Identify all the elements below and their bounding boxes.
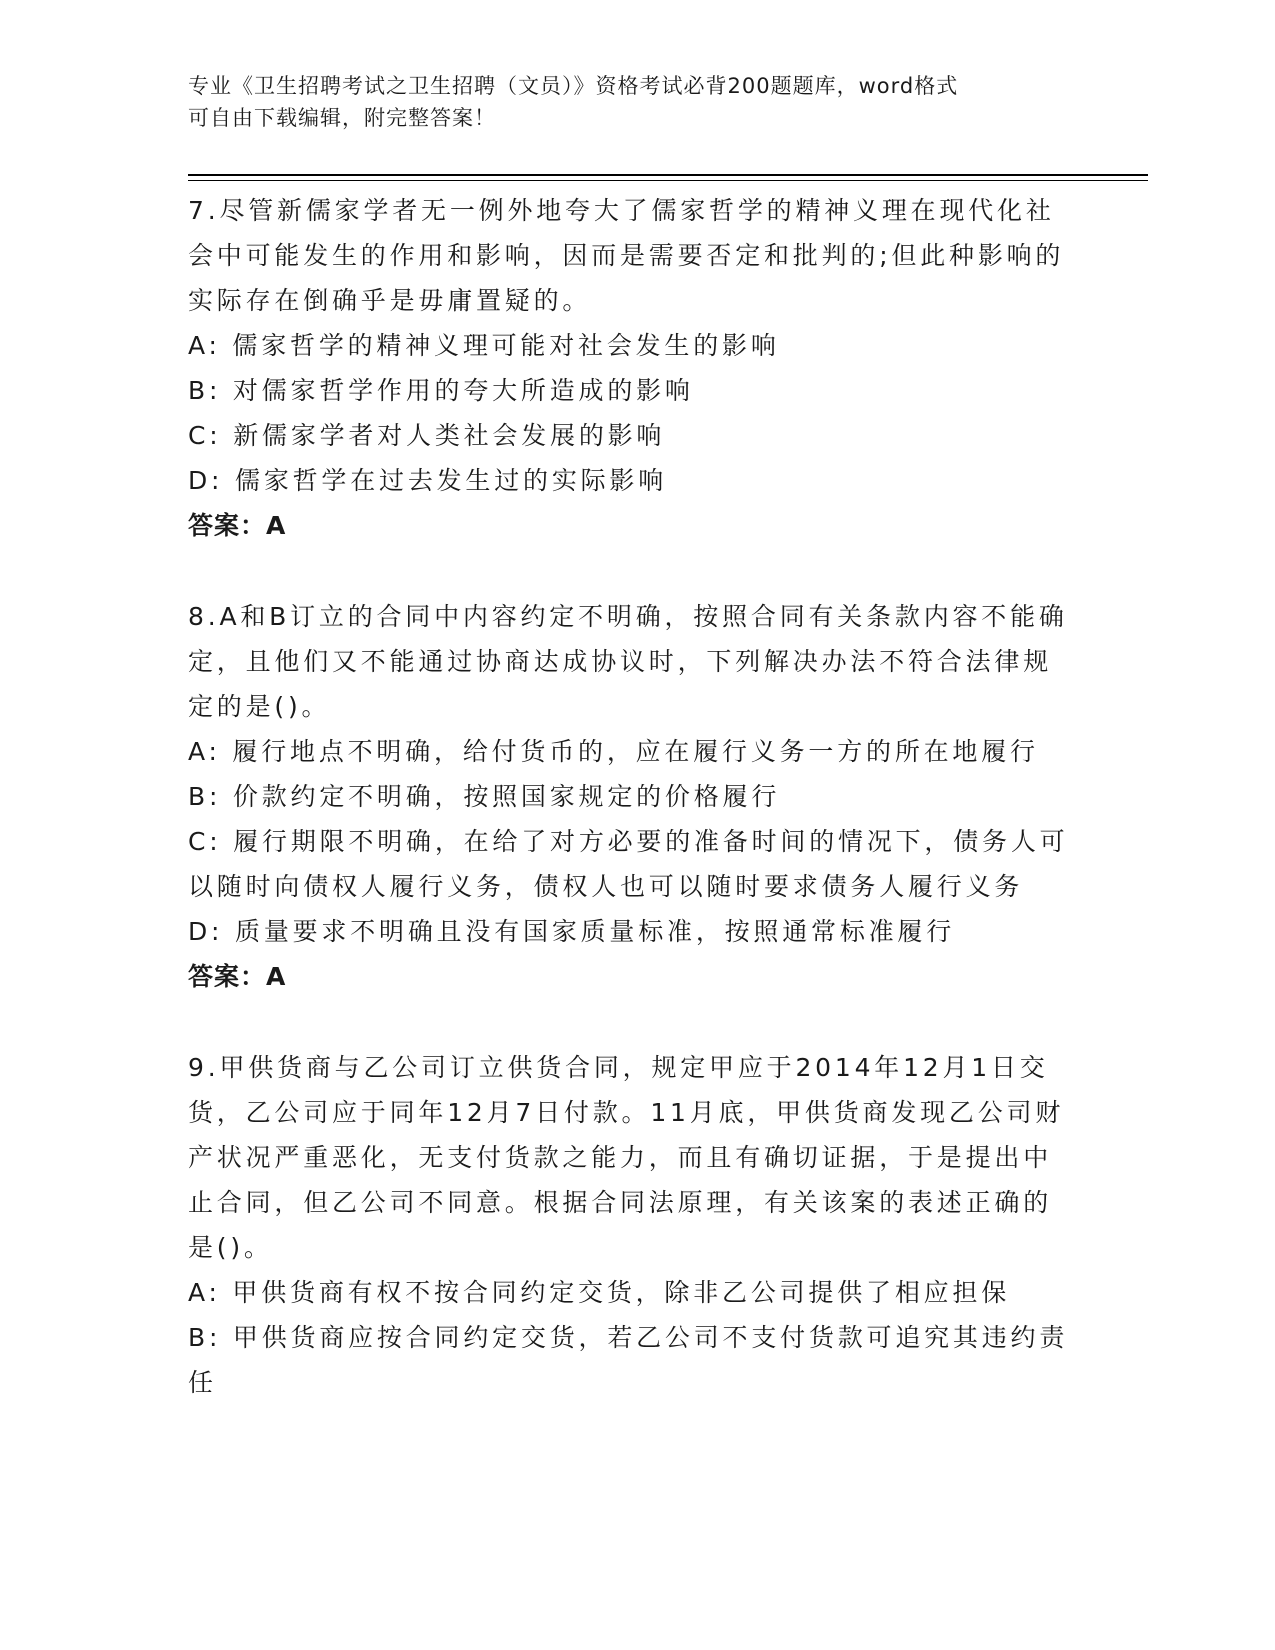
option-a: A: 甲供货商有权不按合同约定交货，除非乙公司提供了相应担保 xyxy=(188,1278,1011,1307)
option-a: A: 履行地点不明确，给付货币的，应在履行义务一方的所在地履行 xyxy=(188,737,1039,766)
option-b: B: 对儒家哲学作用的夸大所造成的影响 xyxy=(188,376,694,405)
question-list xyxy=(188,188,1078,1451)
question-stem: 7.尽管新儒家学者无一例外地夸大了儒家哲学的精神义理在现代化社会中可能发生的作用和影响，因而是需要否定和批判的;但此种影响的实际存在倒确乎是毋庸置疑的。 xyxy=(188,196,1065,315)
document-header xyxy=(188,70,1088,134)
option-c: C: 履行期限不明确，在给了对方必要的准备时间的情况下，债务人可以随时向债权人履行义务，债权人也可以随时要求债务人履行义务 xyxy=(188,827,1069,901)
header-line-1: 专业《卫生招聘考试之卫生招聘（文员）》资格考试必背200题题库，word格式 xyxy=(188,74,959,98)
question-stem: 9.甲供货商与乙公司订立供货合同，规定甲应于2014年12月1日交货，乙公司应于同年12月7日付款。11月底，甲供货商发现乙公司财产状况严重恶化，无支付货款之能力，而且有确切证据，于是提出中止合同，但乙公司不同意。根据合同法原理，有关该案的表述正确的是()。 xyxy=(188,1053,1065,1262)
option-b: B: 甲供货商应按合同约定交货，若乙公司不支付货款可追究其违约责任 xyxy=(188,1323,1069,1397)
answer-label: 答案：A xyxy=(188,511,287,540)
header-divider-thin xyxy=(188,180,1148,181)
option-d: D: 儒家哲学在过去发生过的实际影响 xyxy=(188,466,668,495)
header-divider-thick xyxy=(188,174,1148,176)
option-b: B: 价款约定不明确，按照国家规定的价格履行 xyxy=(188,782,781,811)
option-d: D: 质量要求不明确且没有国家质量标准，按照通常标准履行 xyxy=(188,917,956,946)
answer-label: 答案：A xyxy=(188,962,287,991)
question-8 xyxy=(188,594,1078,999)
question-stem: 8.A和B订立的合同中内容约定不明确，按照合同有关条款内容不能确定，且他们又不能通过协商达成协议时，下列解决办法不符合法律规定的是()。 xyxy=(188,602,1068,721)
header-line-2: 可自由下载编辑，附完整答案！ xyxy=(188,106,496,130)
question-9 xyxy=(188,1045,1078,1405)
option-a: A: 儒家哲学的精神义理可能对社会发生的影响 xyxy=(188,331,780,360)
question-7 xyxy=(188,188,1078,548)
option-c: C: 新儒家学者对人类社会发展的影响 xyxy=(188,421,666,450)
